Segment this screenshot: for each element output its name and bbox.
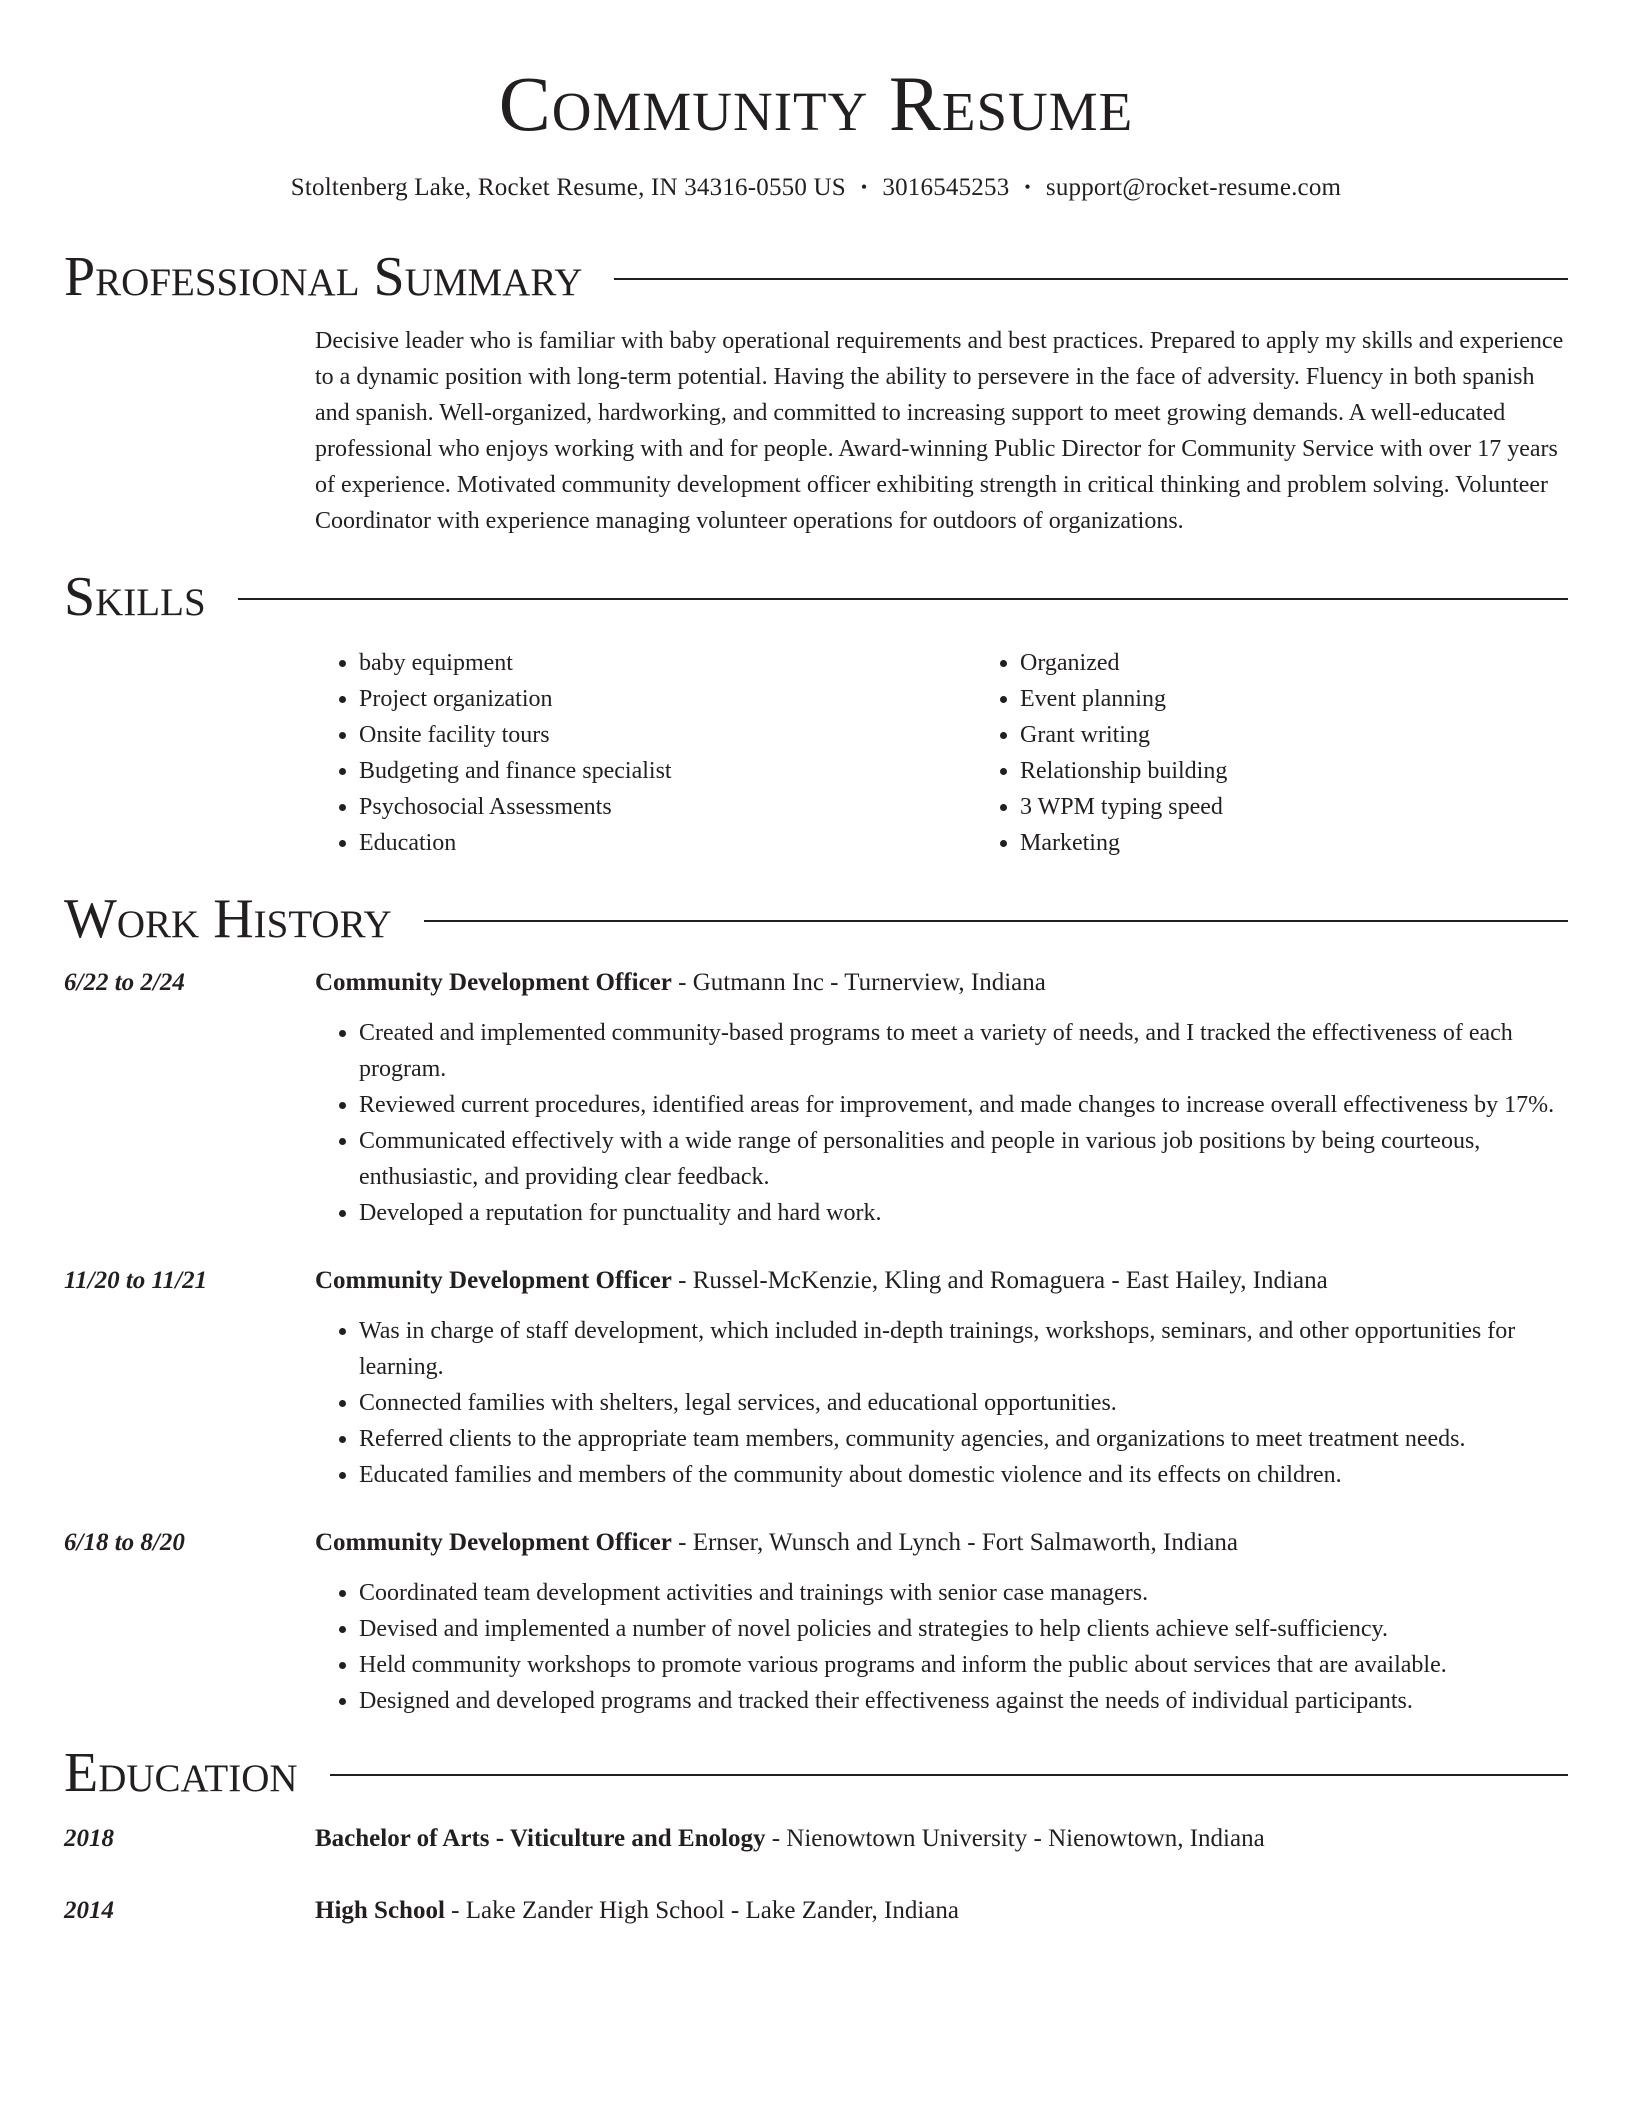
- job-entry: [64, 1525, 1568, 1719]
- job-employer: - Gutmann Inc - Turnerview, Indiana: [671, 969, 1046, 996]
- job-dates: 11/20 to 11/21: [64, 1267, 208, 1294]
- job-employer: - Ernser, Wunsch and Lynch - Fort Salmaworth, Indiana: [671, 1529, 1239, 1556]
- job-duties: [315, 1313, 1568, 1493]
- job-body: [315, 1525, 1568, 1719]
- education-year: 2018: [64, 1825, 114, 1852]
- job-body: [315, 965, 1568, 1231]
- job-duties: [315, 1575, 1568, 1719]
- job-duty: • Coordinated team development activities and trainings with senior case managers.: [359, 1575, 1568, 1611]
- job-duty: • Devised and implemented a number of novel policies and strategies to help clients achieve self-sufficiency.: [359, 1611, 1568, 1647]
- contact-separator: •: [1024, 177, 1031, 197]
- skills-section-header: [64, 565, 1568, 629]
- skill-item: • Project organization: [359, 681, 976, 717]
- work-title: Work History: [64, 888, 392, 950]
- skills-list: [315, 645, 1568, 861]
- job-duties: [315, 1015, 1568, 1231]
- skill-item: • Event planning: [1020, 681, 1632, 717]
- summary-text: Decisive leader who is familiar with baby operational requirements and best practices. Prepared to apply my skills and experience to a dynamic position with long-term potential. Having the ability to persevere in the face of adversity. Fluency in both spanish and spanish. Well-organized, hardworking, and committed to increasing support to meet growing demands. A well-educated professional who enjoys working with and for people. Award-winning Public Director for Community Service with over 17 years of experience. Motivated community development officer exhibiting strength in critical thinking and problem solving. Volunteer Coordinator with experience managing volunteer operations for outdoors of organizations.: [315, 328, 1564, 534]
- contact-address: Stoltenberg Lake, Rocket Resume, IN 34316-0550 US: [290, 174, 846, 201]
- education-school: - Lake Zander High School - Lake Zander, Indiana: [444, 1897, 959, 1924]
- education-degree: High School: [315, 1897, 445, 1924]
- education-entry: [64, 1821, 1568, 1857]
- job-heading: [315, 1525, 1568, 1561]
- skills-column-left: [315, 645, 976, 861]
- section-divider: [424, 920, 1568, 922]
- job-heading: [315, 965, 1568, 1001]
- job-role: Community Development Officer: [315, 1529, 672, 1556]
- job-entry: [64, 965, 1568, 1231]
- job-dates: 6/18 to 8/20: [64, 1529, 185, 1556]
- job-duty: • Was in charge of staff development, which included in-depth trainings, workshops, seminars, and other opportunities for learning.: [359, 1313, 1568, 1385]
- job-dates: 6/22 to 2/24: [64, 969, 185, 996]
- job-body: [315, 1263, 1568, 1493]
- skill-item: • Organized: [1020, 645, 1632, 681]
- contact-email[interactable]: support@rocket-resume.com: [1045, 174, 1342, 201]
- contact-separator: •: [860, 177, 868, 197]
- job-duty: • Connected families with shelters, legal services, and educational opportunities.: [359, 1385, 1568, 1421]
- skill-item: • Education: [359, 825, 976, 861]
- skill-item: • Budgeting and finance specialist: [359, 753, 976, 789]
- section-divider: [238, 598, 1568, 600]
- section-divider: [614, 278, 1568, 280]
- education-degree: Bachelor of Arts - Viticulture and Enology: [315, 1825, 766, 1852]
- job-duty: • Designed and developed programs and tracked their effectiveness against the needs of individual participants.: [359, 1683, 1568, 1719]
- education-entry: [64, 1893, 1568, 1929]
- education-section-header: [64, 1741, 1568, 1805]
- resume-name: Community Resume: [498, 60, 1134, 147]
- skills-column-right: [976, 645, 1632, 861]
- job-heading: [315, 1263, 1568, 1299]
- work-section-header: [64, 887, 1568, 951]
- skill-item: • baby equipment: [359, 645, 976, 681]
- education-title: Education: [64, 1742, 298, 1804]
- contact-line: [64, 172, 1568, 205]
- skills-title: Skills: [64, 566, 206, 628]
- job-duty: • Referred clients to the appropriate team members, community agencies, and organizations to meet treatment needs.: [359, 1421, 1568, 1457]
- skill-item: • Marketing: [1020, 825, 1632, 861]
- job-duty: • Created and implemented community-based programs to meet a variety of needs, and I tracked the effectiveness of each program.: [359, 1015, 1568, 1087]
- education-year: 2014: [64, 1897, 114, 1924]
- skill-item: • Relationship building: [1020, 753, 1632, 789]
- summary-section-header: [64, 245, 1568, 309]
- education-heading: [315, 1821, 1568, 1857]
- job-entry: [64, 1263, 1568, 1493]
- job-role: Community Development Officer: [315, 1267, 672, 1294]
- education-school: - Nienowtown University - Nienowtown, Indiana: [765, 1825, 1265, 1852]
- job-role: Community Development Officer: [315, 969, 672, 996]
- skill-item: • 3 WPM typing speed: [1020, 789, 1632, 825]
- summary-title: Professional Summary: [64, 246, 583, 308]
- skill-item: • Psychosocial Assessments: [359, 789, 976, 825]
- section-divider: [330, 1774, 1568, 1776]
- job-duty: • Developed a reputation for punctuality and hard work.: [359, 1195, 1568, 1231]
- job-duty: • Educated families and members of the community about domestic violence and its effects on children.: [359, 1457, 1568, 1493]
- job-duty: • Held community workshops to promote various programs and inform the public about services that are available.: [359, 1647, 1568, 1683]
- contact-phone: 3016545253: [882, 174, 1010, 201]
- education-heading: [315, 1893, 1568, 1929]
- skill-item: • Grant writing: [1020, 717, 1632, 753]
- job-employer: - Russel-McKenzie, Kling and Romaguera - East Hailey, Indiana: [671, 1267, 1328, 1294]
- job-duty: • Communicated effectively with a wide range of personalities and people in various job positions by being courteous, enthusiastic, and providing clear feedback.: [359, 1123, 1568, 1195]
- skill-item: • Onsite facility tours: [359, 717, 976, 753]
- resume-page: [64, 0, 1568, 1929]
- job-duty: • Reviewed current procedures, identified areas for improvement, and made changes to increase overall effectiveness by 17%.: [359, 1087, 1568, 1123]
